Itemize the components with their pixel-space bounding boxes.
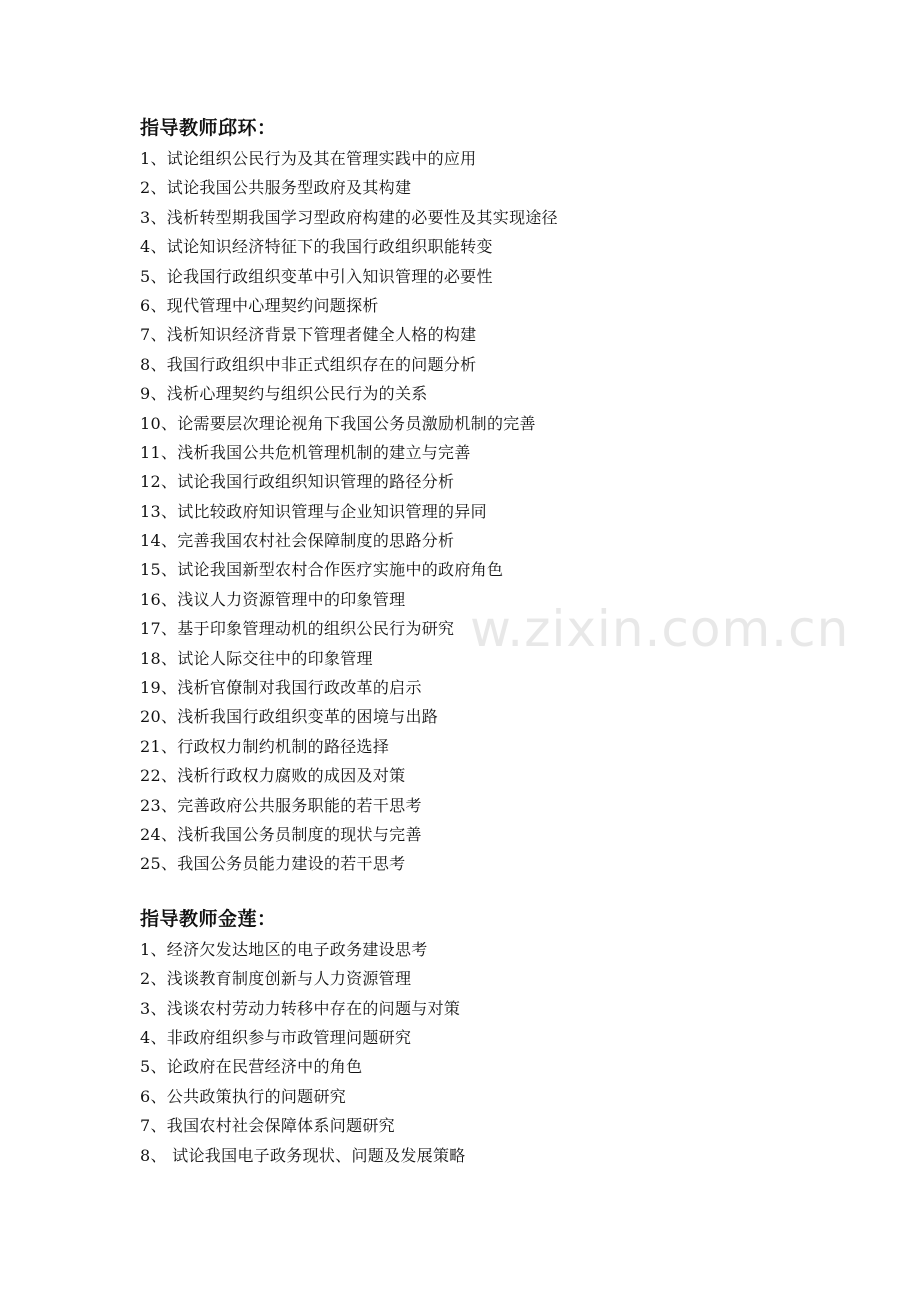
topic-item: 3、浅谈农村劳动力转移中存在的问题与对策 <box>140 998 461 1018</box>
topic-item: 14、完善我国农村社会保障制度的思路分析 <box>140 531 455 551</box>
topic-item: 1、经济欠发达地区的电子政务建设思考 <box>140 939 428 959</box>
document-page <box>140 112 860 1170</box>
topic-item: 5、论我国行政组织变革中引入知识管理的必要性 <box>140 266 493 286</box>
topic-item: 7、浅析知识经济背景下管理者健全人格的构建 <box>140 325 477 345</box>
topic-item: 8、我国行政组织中非正式组织存在的问题分析 <box>140 354 477 374</box>
topic-item: 5、论政府在民营经济中的角色 <box>140 1057 363 1077</box>
topic-item: 11、浅析我国公共危机管理机制的建立与完善 <box>140 442 471 462</box>
topic-item: 23、完善政府公共服务职能的若干思考 <box>140 795 422 815</box>
topic-item: 3、浅析转型期我国学习型政府构建的必要性及其实现途径 <box>140 207 558 227</box>
section-heading: 指导教师邱环： <box>140 117 277 139</box>
section-qiu-huan <box>140 112 860 879</box>
topic-item: 9、浅析心理契约与组织公民行为的关系 <box>140 384 428 404</box>
topic-item: 13、试比较政府知识管理与企业知识管理的异同 <box>140 501 487 521</box>
topic-item: 2、浅谈教育制度创新与人力资源管理 <box>140 969 412 989</box>
topic-item: 4、试论知识经济特征下的我国行政组织职能转变 <box>140 237 493 257</box>
topic-item: 4、非政府组织参与市政管理问题研究 <box>140 1027 412 1047</box>
topic-item: 10、论需要层次理论视角下我国公务员激励机制的完善 <box>140 413 536 433</box>
topic-item: 2、试论我国公共服务型政府及其构建 <box>140 178 412 198</box>
topic-item: 8、 试论我国电子政务现状、问题及发展策略 <box>140 1145 466 1165</box>
topic-item: 20、浅析我国行政组织变革的困境与出路 <box>140 707 439 727</box>
topic-item: 17、基于印象管理动机的组织公民行为研究 <box>140 619 455 639</box>
section-jin-lian <box>140 903 860 1170</box>
watermark-text: w.zixin.com.cn <box>470 600 850 658</box>
topic-item: 22、浅析行政权力腐败的成因及对策 <box>140 766 406 786</box>
topic-item: 24、浅析我国公务员制度的现状与完善 <box>140 824 422 844</box>
topic-item: 25、我国公务员能力建设的若干思考 <box>140 854 406 874</box>
topic-item: 15、试论我国新型农村合作医疗实施中的政府角色 <box>140 560 504 580</box>
section-spacer <box>140 879 860 903</box>
topic-item: 6、现代管理中心理契约问题探析 <box>140 295 379 315</box>
topic-item: 6、公共政策执行的问题研究 <box>140 1086 347 1106</box>
topic-item: 7、我国农村社会保障体系问题研究 <box>140 1116 395 1136</box>
topic-item: 12、试论我国行政组织知识管理的路径分析 <box>140 472 455 492</box>
topic-item: 21、行政权力制约机制的路径选择 <box>140 736 390 756</box>
topic-item: 16、浅议人力资源管理中的印象管理 <box>140 589 406 609</box>
topic-item: 1、试论组织公民行为及其在管理实践中的应用 <box>140 149 477 168</box>
section-heading: 指导教师金莲： <box>140 907 277 930</box>
topic-list <box>140 935 860 1170</box>
topic-item: 18、试论人际交往中的印象管理 <box>140 648 373 668</box>
topic-list <box>140 144 860 879</box>
topic-item: 19、浅析官僚制对我国行政改革的启示 <box>140 678 422 698</box>
